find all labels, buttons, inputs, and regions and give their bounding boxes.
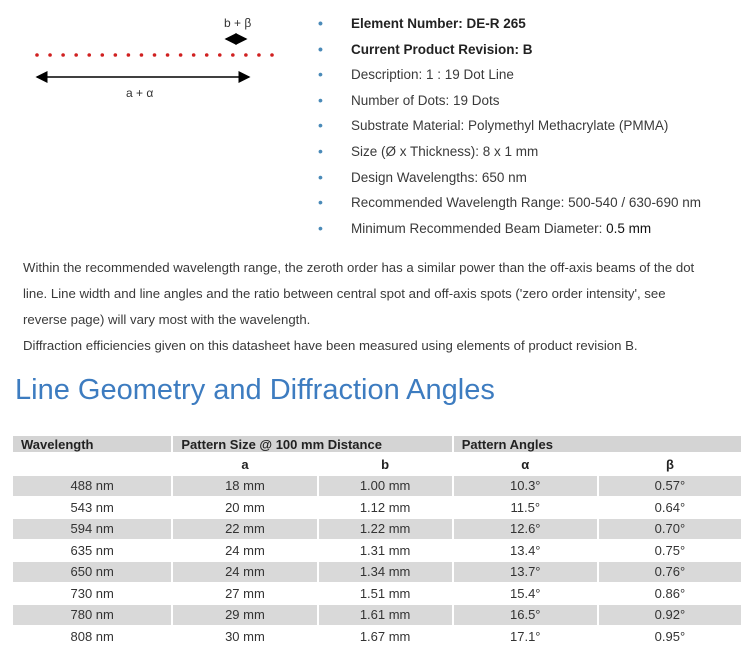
diffraction-dot: [257, 53, 261, 57]
diffraction-dots: [35, 53, 274, 57]
label-b-beta: b + β: [224, 16, 252, 30]
paragraph-line: line. Line width and line angles and the ratio between central spot and off-axis spots ('zero order intensity', see: [23, 286, 666, 301]
table-row: [13, 584, 741, 604]
table-subheader-row: [13, 454, 741, 474]
cell-b: 1.67 mm: [359, 628, 411, 644]
table-header-row: [13, 436, 741, 452]
diffraction-dot: [244, 53, 248, 57]
bullet-icon: •: [318, 15, 323, 31]
diffraction-dot: [74, 53, 78, 57]
spec-element-number: • Element Number: DE-R 265: [318, 11, 748, 37]
cell-alpha: 16.5°: [454, 605, 597, 625]
spec-design-wavelengths: • Design Wavelengths: 650 nm: [318, 165, 748, 191]
diffraction-dot: [166, 53, 170, 57]
cell-b: 1.34 mm: [319, 562, 452, 582]
specification-list: [318, 11, 748, 241]
diffraction-dot: [205, 53, 209, 57]
spec-product-revision: • Current Product Revision: B: [318, 37, 748, 63]
cell-alpha: 13.7°: [454, 562, 597, 582]
diffraction-dot: [127, 53, 131, 57]
table-row: [13, 476, 741, 496]
cell-wavelength: 543 nm: [70, 499, 114, 515]
cell-b: 1.31 mm: [359, 542, 411, 558]
subheader-alpha: α: [454, 454, 597, 474]
cell-beta: 0.64°: [654, 499, 686, 515]
cell-alpha: 15.4°: [510, 585, 541, 601]
subheader-b: b: [319, 454, 452, 474]
diffraction-dot: [48, 53, 52, 57]
cell-wavelength: 635 nm: [70, 542, 114, 558]
label-a-alpha: a + α: [126, 86, 154, 100]
cell-alpha: 13.4°: [510, 542, 541, 558]
subheader-a: a: [173, 454, 316, 474]
geometry-table: [11, 434, 743, 648]
cell-b: 1.61 mm: [319, 605, 452, 625]
cell-alpha: 17.1°: [510, 628, 541, 644]
diffraction-dot: [87, 53, 91, 57]
header-pattern-angles: Pattern Angles: [454, 436, 741, 452]
paragraph-line: reverse page) will vary most with the wavelength.: [23, 312, 311, 327]
table-row: [13, 498, 741, 518]
bullet-icon: •: [318, 168, 323, 185]
diffraction-dot: [140, 53, 144, 57]
bullet-icon: •: [318, 66, 323, 83]
diffraction-dot: [270, 53, 274, 57]
header-pattern-size: Pattern Size @ 100 mm Distance: [173, 436, 451, 452]
cell-b: 1.51 mm: [359, 585, 411, 601]
cell-a: 30 mm: [225, 628, 265, 644]
cell-alpha: 10.3°: [454, 476, 597, 496]
cell-a: 29 mm: [173, 605, 316, 625]
cell-a: 27 mm: [225, 585, 265, 601]
diffraction-dot: [179, 53, 183, 57]
diffraction-dot: [218, 53, 222, 57]
cell-beta: 0.95°: [654, 628, 686, 644]
cell-wavelength: 780 nm: [13, 605, 171, 625]
diffraction-dot: [100, 53, 104, 57]
cell-alpha: 11.5°: [510, 499, 541, 515]
spec-wavelength-range: • Recommended Wavelength Range: 500-540 / 630-690 nm: [318, 190, 748, 216]
subheader-beta: β: [599, 454, 741, 474]
bullet-icon: •: [318, 194, 323, 211]
spec-description: • Description: 1 : 19 Dot Line: [318, 62, 748, 88]
bullet-icon: •: [318, 117, 323, 134]
table-row: [13, 562, 741, 582]
cell-wavelength: 730 nm: [70, 585, 114, 601]
cell-wavelength: 594 nm: [13, 519, 171, 539]
paragraph-line: Within the recommended wavelength range, the zeroth order has a similar power than the off-axis beams of the dot: [23, 260, 695, 275]
cell-beta: 0.76°: [599, 562, 741, 582]
header-wavelength: Wavelength: [13, 436, 171, 452]
table-row: [13, 627, 741, 647]
cell-wavelength: 650 nm: [13, 562, 171, 582]
diffraction-dot: [35, 53, 39, 57]
bullet-icon: •: [318, 219, 323, 236]
table-row: [13, 541, 741, 561]
cell-b: 1.22 mm: [319, 519, 452, 539]
bullet-icon: •: [318, 91, 323, 108]
spec-size: • Size (Ø x Thickness): 8 x 1 mm: [318, 139, 748, 165]
table-row: [13, 519, 741, 539]
dot-line-diagram: [0, 0, 300, 110]
paragraph-line: Diffraction efficiencies given on this datasheet have been measured using elements of product revision B.: [23, 338, 638, 353]
cell-a: 20 mm: [225, 499, 265, 515]
cell-b: 1.12 mm: [359, 499, 411, 515]
diffraction-dot: [61, 53, 65, 57]
cell-a: 24 mm: [225, 542, 265, 558]
cell-beta: 0.75°: [654, 542, 686, 558]
cell-a: 24 mm: [173, 562, 316, 582]
cell-beta: 0.57°: [599, 476, 741, 496]
cell-a: 22 mm: [173, 519, 316, 539]
diffraction-dot: [231, 53, 235, 57]
subheader-empty: [13, 454, 171, 474]
beam-diameter-value: 0.5 mm: [606, 220, 652, 236]
description-paragraph: [23, 255, 738, 359]
table-row: [13, 605, 741, 625]
diffraction-dot: [153, 53, 157, 57]
spec-number-of-dots: • Number of Dots: 19 Dots: [318, 88, 748, 114]
cell-beta: 0.70°: [599, 519, 741, 539]
bullet-icon: •: [318, 142, 323, 159]
section-heading: Line Geometry and Diffraction Angles: [15, 374, 495, 406]
cell-beta: 0.86°: [654, 585, 686, 601]
diffraction-dot: [192, 53, 196, 57]
cell-alpha: 12.6°: [454, 519, 597, 539]
cell-wavelength: 488 nm: [13, 476, 171, 496]
spec-beam-diameter: • Minimum Recommended Beam Diameter: 0.5 mm: [318, 216, 748, 242]
spec-substrate-material: • Substrate Material: Polymethyl Methacrylate (PMMA): [318, 113, 748, 139]
cell-b: 1.00 mm: [319, 476, 452, 496]
cell-wavelength: 808 nm: [70, 628, 114, 644]
bullet-icon: •: [318, 40, 323, 57]
cell-a: 18 mm: [173, 476, 316, 496]
diffraction-dot: [114, 53, 118, 57]
cell-beta: 0.92°: [599, 605, 741, 625]
